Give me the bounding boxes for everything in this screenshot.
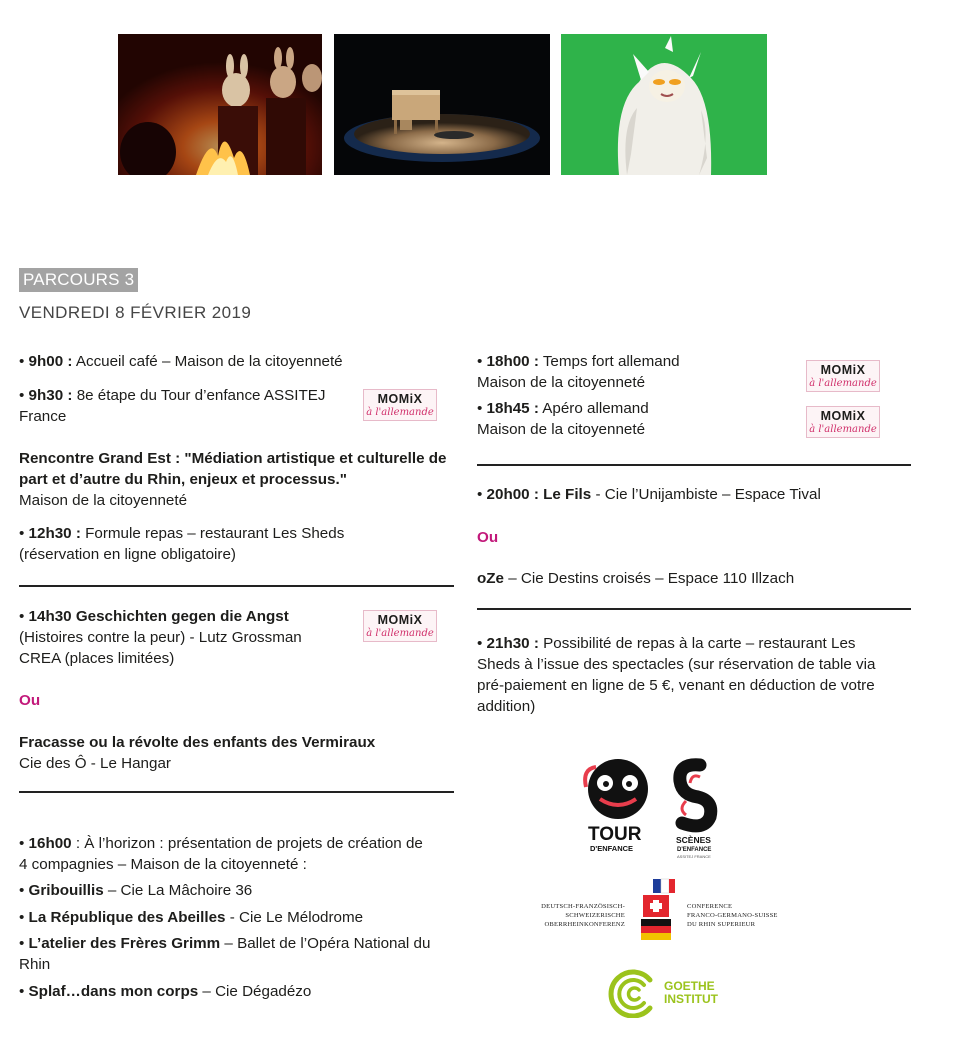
item-place: Cie des Ô - Le Hangar <box>19 755 171 772</box>
conf-de-line: SCHWEIZERISCHE <box>565 912 625 919</box>
item-line: addition) <box>477 698 536 715</box>
item-place: Maison de la citoyenneté <box>19 492 188 509</box>
or-label: Ou <box>477 529 499 546</box>
item-title: Rencontre Grand Est : "Médiation artistique et culturelle de <box>19 450 447 467</box>
schedule-item-9h00: • 9h00 : Accueil café – Maison de la citoyenneté <box>19 353 343 370</box>
event-date: VENDREDI 8 FÉVRIER 2019 <box>19 303 252 322</box>
sub-item-rest: – Cie Dégadézo <box>202 983 312 1000</box>
item-text: Apéro allemand <box>542 400 649 417</box>
item-time: 18h45 : <box>486 400 539 417</box>
conf-fr-line: CONFERENCE <box>687 903 733 910</box>
item-line: CREA (places limitées) <box>19 650 175 667</box>
momix-logo <box>363 610 437 642</box>
sub-item-title: L’atelier des Frères Grimm <box>28 935 221 952</box>
or-label: Ou <box>19 692 41 709</box>
scenes-logo-text: SCÈNES <box>676 835 711 845</box>
parcours-label: PARCOURS 3 <box>19 268 138 292</box>
item-place: Maison de la citoyenneté <box>477 374 646 391</box>
photo-masked-performers-fire <box>118 34 322 175</box>
item-text: Formule repas – restaurant Les Sheds <box>85 525 345 542</box>
item-title: Fracasse ou la révolte des enfants des Vermiraux <box>19 734 376 751</box>
momix-subtitle: à l'allemande <box>809 378 877 389</box>
schedule-item-fracasse <box>19 732 375 774</box>
schedule-item-oze <box>477 568 794 589</box>
item-time: 21h30 : <box>486 635 539 652</box>
sub-item-rest: - Cie Le Mélodrome <box>229 909 364 926</box>
item-time: 9h30 : <box>28 387 73 404</box>
goethe-logo-text: INSTITUT <box>664 992 718 1006</box>
momix-subtitle: à l'allemande <box>366 407 434 418</box>
schedule-item-14h30: • 14h30 Geschichten gegen die Angst (Histoires contre la peur) - Lutz Grossman CREA (places limitées) <box>19 608 302 667</box>
item-rest: - Cie l’Unijambiste – Espace Tival <box>595 486 821 503</box>
tour-logo-subtext: D'ENFANCE <box>590 844 634 853</box>
schedule-item-18h00: • 18h00 : Temps fort allemand Maison de la citoyenneté <box>477 353 680 391</box>
item-text-cont: (réservation en ligne obligatoire) <box>19 546 236 563</box>
divider <box>19 791 454 793</box>
schedule-item-18h45: • 18h45 : Apéro allemand Maison de la citoyenneté <box>477 400 649 438</box>
sub-item-gribouillis: • Gribouillis – Cie La Mâchoire 36 <box>19 882 253 899</box>
momix-subtitle: à l'allemande <box>366 628 434 639</box>
tri-flag-icon <box>641 879 675 940</box>
goethe-logo-text: GOETHE <box>664 979 715 993</box>
item-time: 18h00 : <box>486 353 539 370</box>
sub-item-abeilles: • La République des Abeilles - Cie Le Mélodrome <box>19 909 364 926</box>
item-text: Accueil café – Maison de la citoyenneté <box>75 353 343 370</box>
scenes-logo-assitej: ASSITEJ FRANCE <box>677 854 711 859</box>
momix-logo <box>806 360 880 392</box>
tour-denfance-scenes-denfance-logos <box>582 757 722 865</box>
schedule-item-rencontre <box>19 448 446 511</box>
divider <box>477 464 911 466</box>
goethe-institut-logo <box>606 966 726 1018</box>
sub-item-rest: – Cie La Mâchoire 36 <box>107 882 253 899</box>
item-text: Temps fort allemand <box>542 353 680 370</box>
schedule-item-16h00: • 16h00 : À l’horizon : présentation de projets de création de 4 compagnies – Maison de la citoyenneté : <box>19 835 423 873</box>
item-time: 16h00 <box>28 835 72 852</box>
momix-subtitle: à l'allemande <box>809 424 877 435</box>
schedule-item-20h00: • 20h00 : Le Fils - Cie l’Unijambiste – Espace Tival <box>477 486 821 503</box>
scenes-logo-subtext: D'ENFANCE <box>677 847 712 853</box>
item-text: : À l’horizon : présentation de projets de création de <box>75 835 423 852</box>
sub-item-splaf: • Splaf…dans mon corps – Cie Dégadézo <box>19 983 312 1000</box>
goethe-spiral-icon <box>611 972 650 1016</box>
conf-fr-line: FRANCO-GERMANO-SUISSE <box>687 912 778 919</box>
item-line: (Histoires contre la peur) - Lutz Grossman <box>19 629 302 646</box>
item-place: Maison de la citoyenneté <box>477 421 646 438</box>
item-text-cont: 4 compagnies – Maison de la citoyenneté : <box>19 856 307 873</box>
item-rest: – Cie Destins croisés – Espace 110 Illzach <box>508 570 795 587</box>
momix-logo <box>806 406 880 438</box>
item-line: pré-paiement en ligne de 5 €, venant en déduction de votre <box>477 677 875 694</box>
momix-logo <box>363 389 437 421</box>
item-line: Possibilité de repas à la carte – restaurant Les <box>543 635 856 652</box>
divider <box>19 585 454 587</box>
item-text-cont: France <box>19 408 67 425</box>
conf-de-line: OBERRHEINKONFERENZ <box>544 921 625 928</box>
sub-item-title: Gribouillis <box>28 882 104 899</box>
sub-item-grimm: • L’atelier des Frères Grimm – Ballet de l’Opéra National du Rhin <box>19 935 431 973</box>
item-title: 20h00 : Le Fils <box>486 486 592 503</box>
item-title-cont: part et d’autre du Rhin, enjeux et processus." <box>19 471 347 488</box>
momix-title: MOMiX <box>820 363 866 377</box>
photo-piano-stage <box>334 34 550 175</box>
sub-item-rest-cont: Rhin <box>19 956 51 973</box>
schedule-item-9h30: • 9h30 : 8e étape du Tour d’enfance ASSITEJ France <box>19 387 326 425</box>
sub-item-rest: – Ballet de l’Opéra National du <box>224 935 431 952</box>
item-line: Sheds à l’issue des spectacles (sur réservation de table via <box>477 656 876 673</box>
momix-title: MOMiX <box>377 392 423 406</box>
item-title: oZe <box>477 570 505 587</box>
schedule-item-12h30: • 12h30 : Formule repas – restaurant Les Sheds (réservation en ligne obligatoire) <box>19 525 345 563</box>
item-time: 12h30 : <box>28 525 81 542</box>
momix-title: MOMiX <box>377 613 423 627</box>
sub-item-title: La République des Abeilles <box>28 909 226 926</box>
item-time: 9h00 : <box>28 353 73 370</box>
divider <box>477 608 911 610</box>
conf-fr-line: DU RHIN SUPERIEUR <box>687 921 756 928</box>
tour-denfance-logo <box>585 759 648 853</box>
schedule-item-21h30: • 21h30 : Possibilité de repas à la carte – restaurant Les Sheds à l’issue des spectacles (sur réservation de table via pré-paiement en ligne de 5 €, venant en déduction de votre addition) <box>477 635 876 715</box>
conf-de-line: DEUTSCH-FRANZÖSISCH- <box>541 903 625 910</box>
scenes-denfance-logo <box>676 765 711 859</box>
sub-item-title: Splaf…dans mon corps <box>28 983 199 1000</box>
conference-rhin-superieur-logo <box>531 877 793 941</box>
photo-white-costume-green <box>561 34 767 175</box>
item-title: 14h30 Geschichten gegen die Angst <box>28 608 289 625</box>
tour-logo-text: TOUR <box>588 824 642 845</box>
momix-title: MOMiX <box>820 409 866 423</box>
item-text: 8e étape du Tour d’enfance ASSITEJ <box>76 387 326 404</box>
